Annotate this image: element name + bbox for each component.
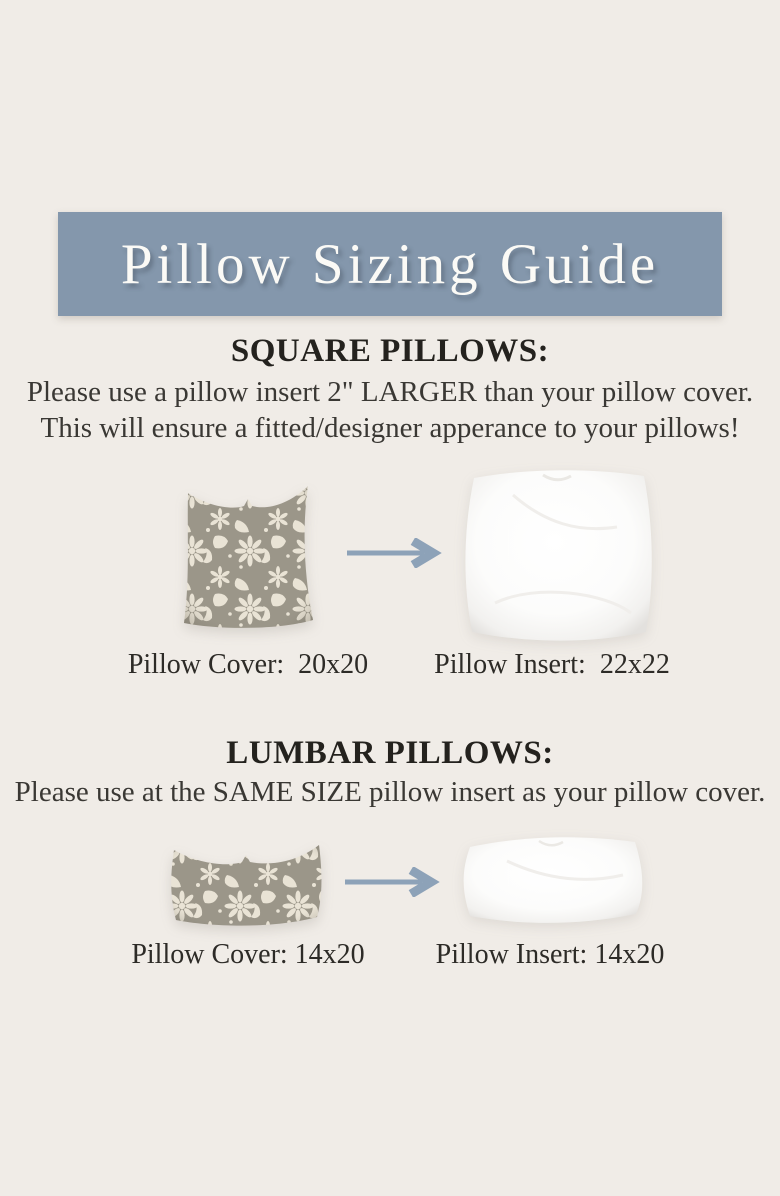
lumbar-cover-label: Pillow Cover: 14x20 — [131, 939, 365, 970]
lumbar-pillows-instructions: Please use at the SAME SIZE pillow insert as your pillow cover. — [14, 776, 766, 808]
square-instructions-line2: This will ensure a fitted/designer apperance to your pillows! — [40, 412, 740, 444]
arrow-right-icon — [346, 538, 446, 568]
square-cover-label: Pillow Cover: 20x20 — [127, 649, 369, 680]
floral-lumbar-pillow-cover-image — [165, 831, 329, 932]
square-pillows-heading: SQUARE PILLOWS: — [230, 333, 550, 369]
lumbar-insert-label: Pillow Insert: 14x20 — [435, 939, 665, 970]
lumbar-pillows-heading: LUMBAR PILLOWS: — [226, 735, 554, 771]
white-square-pillow-insert-image — [455, 461, 659, 648]
square-pillows-instructions — [0, 374, 780, 446]
arrow-right-icon — [344, 867, 444, 897]
floral-square-pillow-cover-image — [175, 476, 321, 632]
page-title: Pillow Sizing Guide — [120, 232, 660, 296]
title-banner — [58, 212, 722, 316]
square-instructions-line1: Please use a pillow insert 2" LARGER than your pillow cover. — [26, 376, 754, 408]
white-lumbar-pillow-insert-image — [457, 829, 649, 928]
square-insert-label: Pillow Insert: 22x22 — [434, 649, 670, 680]
